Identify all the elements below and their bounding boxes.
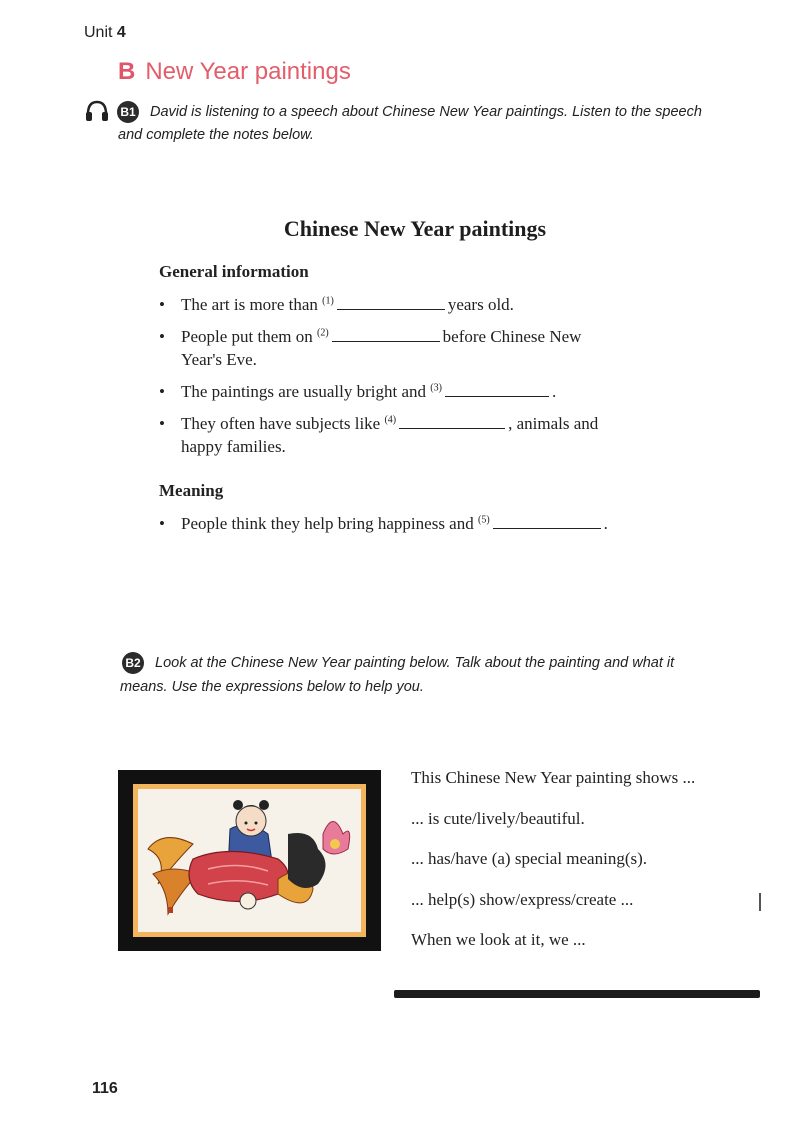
expression-4: ... help(s) show/express/create ... <box>411 890 634 909</box>
note-text: before Chinese New <box>442 327 582 346</box>
answer-blank-1[interactable] <box>337 295 445 310</box>
note-text: years old. <box>447 295 514 314</box>
note-bullet-3 <box>159 382 556 402</box>
note-text: . <box>551 382 557 401</box>
answer-blank-4[interactable] <box>399 414 505 429</box>
bullet: • <box>159 295 165 314</box>
blank-number-2: (2) <box>316 327 329 339</box>
unit-number: 4 <box>116 24 126 41</box>
note-bullet-4-cont: happy families. <box>181 437 286 456</box>
painting-artwork <box>138 789 361 932</box>
blank-number-1: (1) <box>322 295 334 307</box>
note-bullet-4 <box>159 414 598 434</box>
bullet: • <box>159 514 165 533</box>
expression-5: When we look at it, we ... <box>411 930 586 949</box>
note-text: The paintings are usually bright and <box>181 382 427 401</box>
blank-number-5: (5) <box>477 514 490 526</box>
bullet: • <box>159 382 165 401</box>
answer-blank-3[interactable] <box>445 382 549 397</box>
expression-2: ... is cute/lively/beautiful. <box>411 809 585 828</box>
note-text: People think they help bring happiness and <box>181 514 474 533</box>
painting-mat <box>133 784 366 937</box>
blank-number-3: (3) <box>430 382 442 394</box>
section-letter: B <box>118 58 136 85</box>
section-heading <box>118 58 351 86</box>
task-badge-b1: B1 <box>117 101 139 123</box>
answer-blank-5[interactable] <box>493 514 601 529</box>
note-text: The art is more than <box>181 295 318 314</box>
margin-mark <box>759 893 761 911</box>
divider-bar <box>394 990 760 998</box>
b1-instruction-line2: and complete the notes below. <box>118 127 314 143</box>
expression-3: ... has/have (a) special meaning(s). <box>411 849 648 868</box>
new-year-painting <box>118 770 381 951</box>
bullet: • <box>159 414 165 433</box>
note-text: People put them on <box>181 327 313 346</box>
page-number: 116 <box>92 1080 118 1097</box>
headphones-icon <box>84 98 110 124</box>
blank-number-4: (4) <box>384 414 397 426</box>
b1-instruction-line1: David is listening to a speech about Chinese New Year paintings. Listen to the speech <box>150 104 702 120</box>
general-info-heading: General information <box>159 262 309 281</box>
bullet: • <box>159 327 165 346</box>
notes-title: Chinese New Year paintings <box>283 216 547 241</box>
note-bullet-1 <box>159 295 514 315</box>
b2-instruction-line1: Look at the Chinese New Year painting below. Talk about the painting and what it <box>155 655 675 671</box>
section-title: New Year paintings <box>145 58 351 85</box>
b2-instruction-line2: means. Use the expressions below to help you. <box>120 679 424 695</box>
note-bullet-2 <box>159 327 581 347</box>
note-bullet-5 <box>159 514 608 534</box>
note-text: . <box>603 514 608 533</box>
answer-blank-2[interactable] <box>332 327 440 342</box>
note-bullet-2-cont: Year's Eve. <box>181 350 257 369</box>
task-badge-b2: B2 <box>122 652 144 674</box>
note-text: , animals and <box>508 414 599 433</box>
expression-1: This Chinese New Year painting shows ... <box>411 768 696 787</box>
meaning-heading: Meaning <box>159 481 224 500</box>
note-text: They often have subjects like <box>181 414 381 433</box>
unit-word: Unit <box>84 24 113 41</box>
unit-label <box>84 24 126 42</box>
